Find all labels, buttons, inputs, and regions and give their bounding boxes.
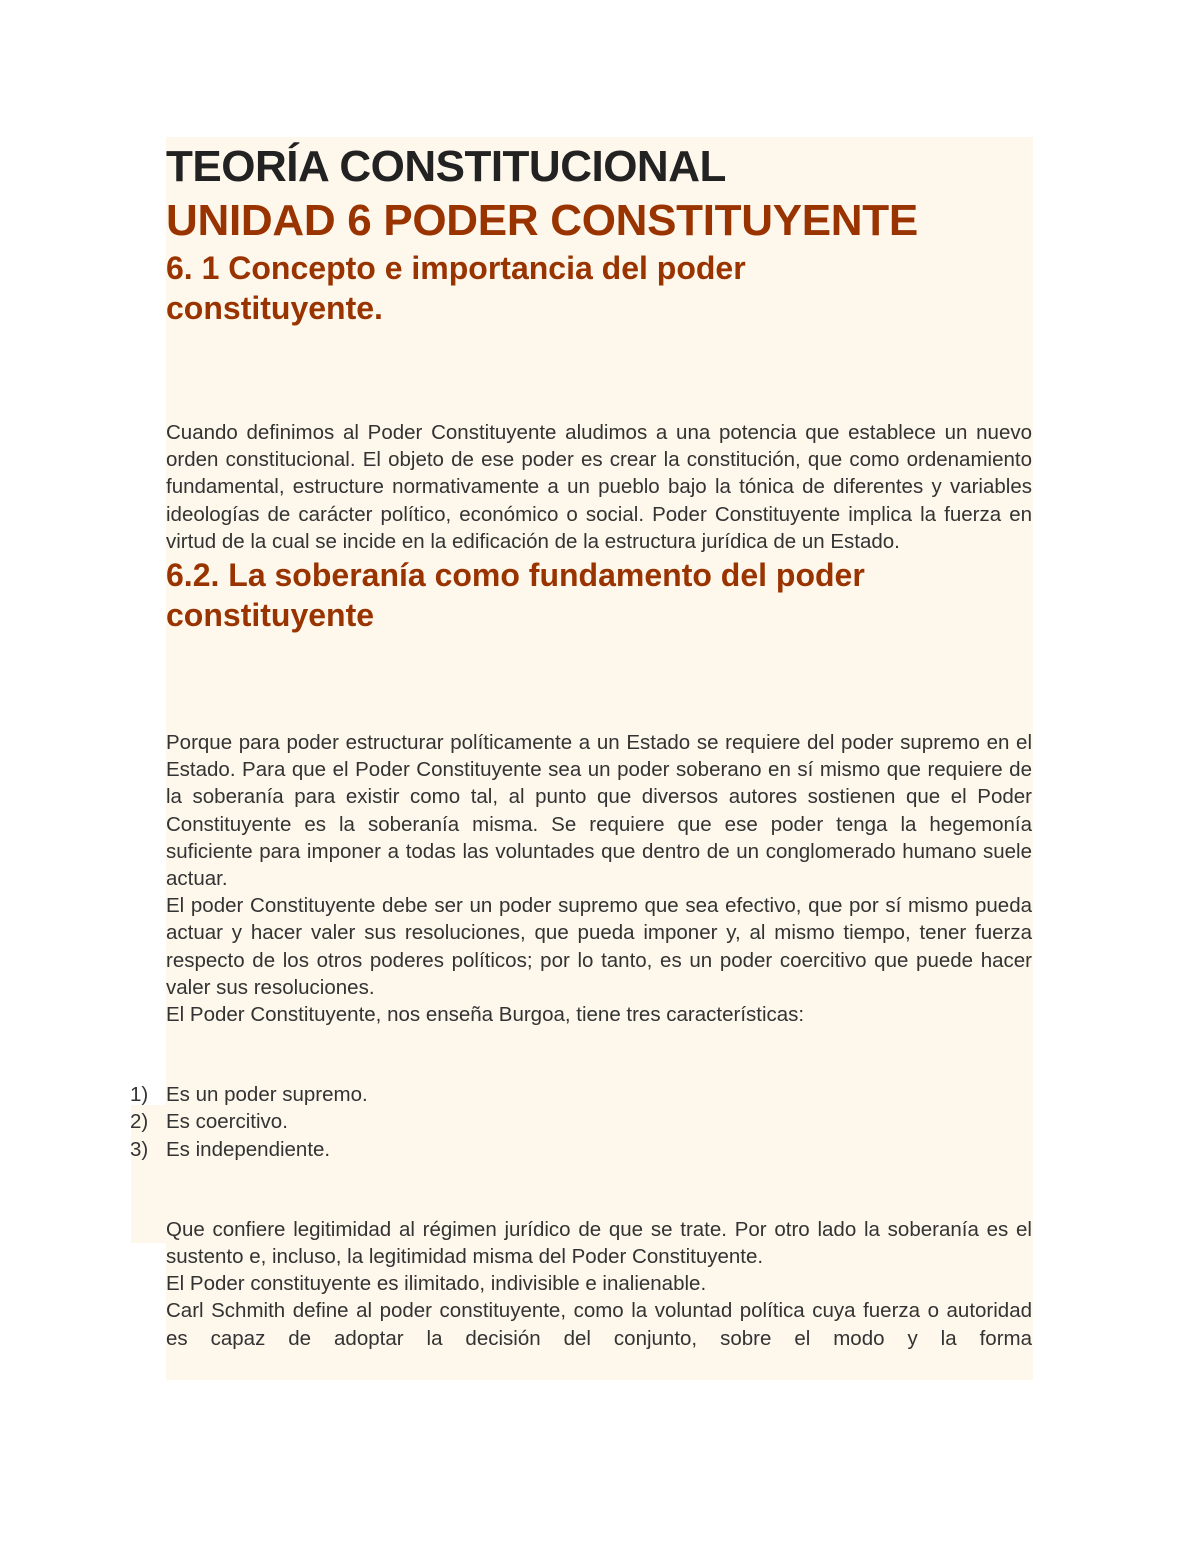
section-heading-6-2: 6.2. La soberanía como fundamento del poder constituyente [166, 557, 865, 634]
paragraph: Cuando definimos al Poder Constituyente aludimos a una potencia que establece un nuevo orden constitucional. El objeto de ese poder es crear la constitución, que como ordenamiento fundamental, estructure normativamente a un pueblo bajo la tónica de diferentes y variables ideologías de carácter político, económico o social. Poder Constituyente implica la fuerza en virtud de la cual se incide en la edificación de la estructura jurídica de un Estado. [166, 421, 1032, 553]
paragraph: El Poder Constituyente, nos enseña Burgoa, tiene tres características: [166, 1003, 805, 1027]
paragraph: Carl Schmith define al poder constituyente, como la voluntad política cuya fuerza o autoridad es capaz de adoptar la decisión del conjunto, sobre el modo y la forma [166, 1299, 1032, 1350]
list-item [130, 1136, 1032, 1163]
list-number: 2) [130, 1110, 149, 1134]
document-title: TEORÍA CONSTITUCIONAL [166, 142, 726, 191]
list-number: 3) [130, 1137, 149, 1161]
list-item [130, 1108, 1032, 1135]
list-item-text: Es coercitivo. [166, 1110, 288, 1134]
section-heading-6-1: 6. 1 Concepto e importancia del poder constituyente. [166, 250, 746, 326]
paragraph: El poder Constituyente debe ser un poder supremo que sea efectivo, que por sí mismo pueda actuar y hacer valer sus resoluciones, que pueda imponer y, al mismo tiempo, tener fuerza respecto de los otros poderes políticos; por lo tanto, es un poder coercitivo que puede hacer valer sus resoluciones. [166, 894, 1032, 999]
list-item-text: Es independiente. [166, 1137, 331, 1161]
characteristics-list [130, 1081, 1032, 1163]
document-body [130, 140, 1032, 1352]
paragraph: Porque para poder estructurar políticamente a un Estado se requiere del poder supremo en el Estado. Para que el Poder Constituyente sea un poder soberano en sí mismo que requiere de la soberanía para existir como tal, al punto que diversos autores sostienen que el Poder Constituyente es la soberanía misma. Se requiere que ese poder tenga la hegemonía suficiente para imponer a todas las voluntades que dentro de un conglomerado humano suele actuar. [166, 731, 1032, 891]
paragraph: El Poder constituyente es ilimitado, indivisible e inalienable. [166, 1272, 707, 1296]
list-item-text: Es un poder supremo. [166, 1083, 368, 1107]
list-item [130, 1081, 1032, 1108]
unit-heading: UNIDAD 6 PODER CONSTITUYENTE [166, 196, 918, 245]
paragraph: Que confiere legitimidad al régimen jurídico de que se trate. Por otro lado la soberanía es el sustento e, incluso, la legitimidad misma del Poder Constituyente. [166, 1217, 1032, 1269]
list-number: 1) [130, 1083, 149, 1107]
